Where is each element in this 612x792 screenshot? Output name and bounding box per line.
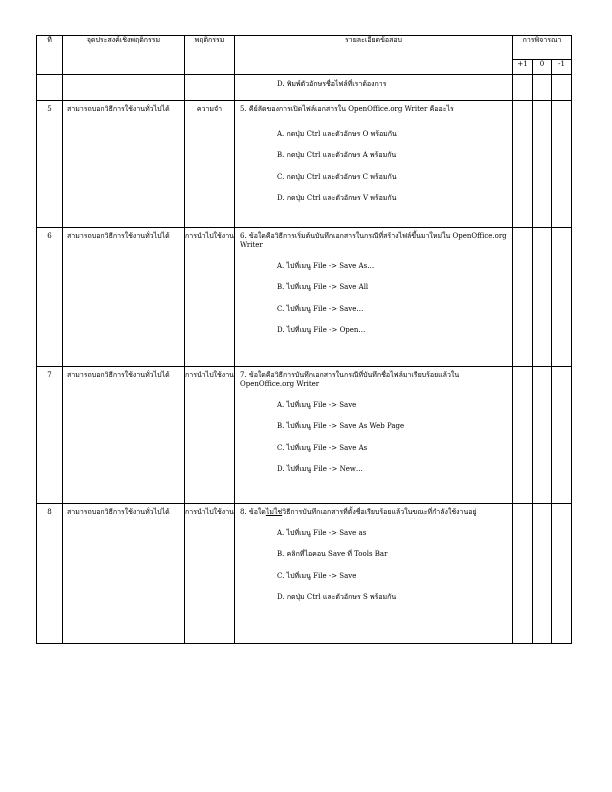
option-item: A. ไปที่เมนู File -> Save As… — [277, 261, 375, 270]
question-negation: ไม่ใช่ — [265, 508, 283, 516]
table-row — [37, 228, 572, 367]
question-text: 6. ข้อใดคือวิธีการเริ่มต้นบันทึกเอกสารในกรณีที่สร้างไฟล์ขึ้นมาใหม่ใน OpenOffice.org Writer — [240, 232, 507, 249]
option-item: C. ไปที่เมนู File -> Save… — [277, 304, 364, 313]
cell-no — [37, 75, 63, 101]
header-review-plus: +1 — [513, 59, 533, 74]
cell-details — [235, 228, 513, 367]
table-row — [37, 504, 572, 644]
cell-details — [235, 367, 513, 504]
cell-objective — [63, 75, 185, 101]
cell-review-zero — [533, 367, 552, 504]
question-text — [240, 508, 510, 517]
cell-objective: สามารถบอกวิธีการใช้งานทั่วไปได้ — [63, 367, 185, 504]
cell-details — [235, 504, 513, 644]
cell-details — [235, 75, 513, 101]
cell-behavior: การนำไปใช้งาน — [185, 228, 235, 367]
header-no: ที่ — [37, 36, 63, 75]
cell-review-minus — [552, 228, 572, 367]
cell-review-zero — [533, 504, 552, 644]
question-suffix: วิธีการบันทึกเอกสารที่ตั้งชื่อเรียบร้อยแล้วในขณะที่กำลังใช้งานอยู่ — [282, 508, 477, 516]
option-item: D. ไปที่เมนู File -> Open… — [277, 326, 366, 334]
cell-no: 8 — [37, 504, 63, 644]
question-text: 5. คีย์ลัดของการเปิดไฟล์เอกสารใน OpenOffice.org Writer คืออะไร — [240, 105, 454, 113]
option-item: D. พิมพ์ตัวอักษรชื่อไฟล์ที่เราต้องการ — [277, 80, 387, 88]
cell-review-zero — [533, 228, 552, 367]
cell-objective: สามารถบอกวิธีการใช้งานทั่วไปได้ — [63, 228, 185, 367]
cell-behavior: การนำไปใช้งาน — [185, 504, 235, 644]
option-item: B. ไปที่เมนู File -> Save As Web Page — [277, 422, 405, 430]
cell-review-plus — [513, 75, 533, 101]
option-item: D. ไปที่เมนู File -> New… — [277, 465, 363, 473]
cell-no: 7 — [37, 367, 63, 504]
option-item: C. กดปุ่ม Ctrl และตัวอักษร C พร้อมกัน — [277, 172, 397, 181]
question-text: 7. ข้อใดคือวิธีการบันทึกเอกสารในกรณีที่บันทึกชื่อไฟล์มาเรียบร้อยแล้วใน OpenOffice.org Writer — [240, 371, 460, 388]
cell-behavior — [185, 75, 235, 101]
cell-review-zero — [533, 75, 552, 101]
header-review: การพิจารณา — [513, 36, 572, 60]
table-row — [37, 101, 572, 228]
cell-behavior: ความจำ — [185, 101, 235, 228]
header-row — [37, 36, 572, 60]
header-details: รายละเอียดข้อสอบ — [235, 36, 513, 75]
option-item: A. ไปที่เมนู File -> Save as — [277, 528, 367, 537]
cell-review-minus — [552, 504, 572, 644]
cell-review-minus — [552, 367, 572, 504]
cell-objective: สามารถบอกวิธีการใช้งานทั่วไปได้ — [63, 101, 185, 228]
cell-review-plus — [513, 101, 533, 228]
option-item: C. ไปที่เมนู File -> Save — [277, 571, 357, 580]
carryover-row — [37, 75, 572, 101]
cell-review-plus — [513, 367, 533, 504]
option-item: A. ไปที่เมนู File -> Save — [277, 400, 357, 409]
option-item: A. กดปุ่ม Ctrl และตัวอักษร O พร้อมกัน — [277, 129, 397, 138]
cell-details — [235, 101, 513, 228]
header-review-zero: 0 — [533, 59, 552, 74]
exam-review-table — [36, 35, 572, 644]
cell-review-minus — [552, 101, 572, 228]
cell-review-minus — [552, 75, 572, 101]
table-row — [37, 367, 572, 504]
cell-objective: สามารถบอกวิธีการใช้งานทั่วไปได้ — [63, 504, 185, 644]
header-review-minus: -1 — [552, 59, 572, 74]
option-item: B. คลิกที่ไอคอน Save ที่ Tools Bar — [277, 550, 388, 559]
option-item: D. กดปุ่ม Ctrl และตัวอักษร V พร้อมกัน — [277, 194, 397, 203]
cell-behavior: การนำไปใช้งาน — [185, 367, 235, 504]
header-objective: จุดประสงค์เชิงพฤติกรรม — [63, 36, 185, 75]
question-prefix: 8. ข้อใด — [240, 508, 266, 516]
cell-no: 6 — [37, 228, 63, 367]
option-item: D. กดปุ่ม Ctrl และตัวอักษร S พร้อมกัน — [277, 593, 397, 602]
cell-review-plus — [513, 228, 533, 367]
cell-review-plus — [513, 504, 533, 644]
option-item: C. ไปที่เมนู File -> Save As — [277, 443, 368, 452]
option-item: B. กดปุ่ม Ctrl และตัวอักษร A พร้อมกัน — [277, 151, 397, 160]
option-item: B. ไปที่เมนู File -> Save All — [277, 283, 369, 291]
cell-review-zero — [533, 101, 552, 228]
header-behavior: พฤติกรรม — [185, 36, 235, 75]
cell-no: 5 — [37, 101, 63, 228]
